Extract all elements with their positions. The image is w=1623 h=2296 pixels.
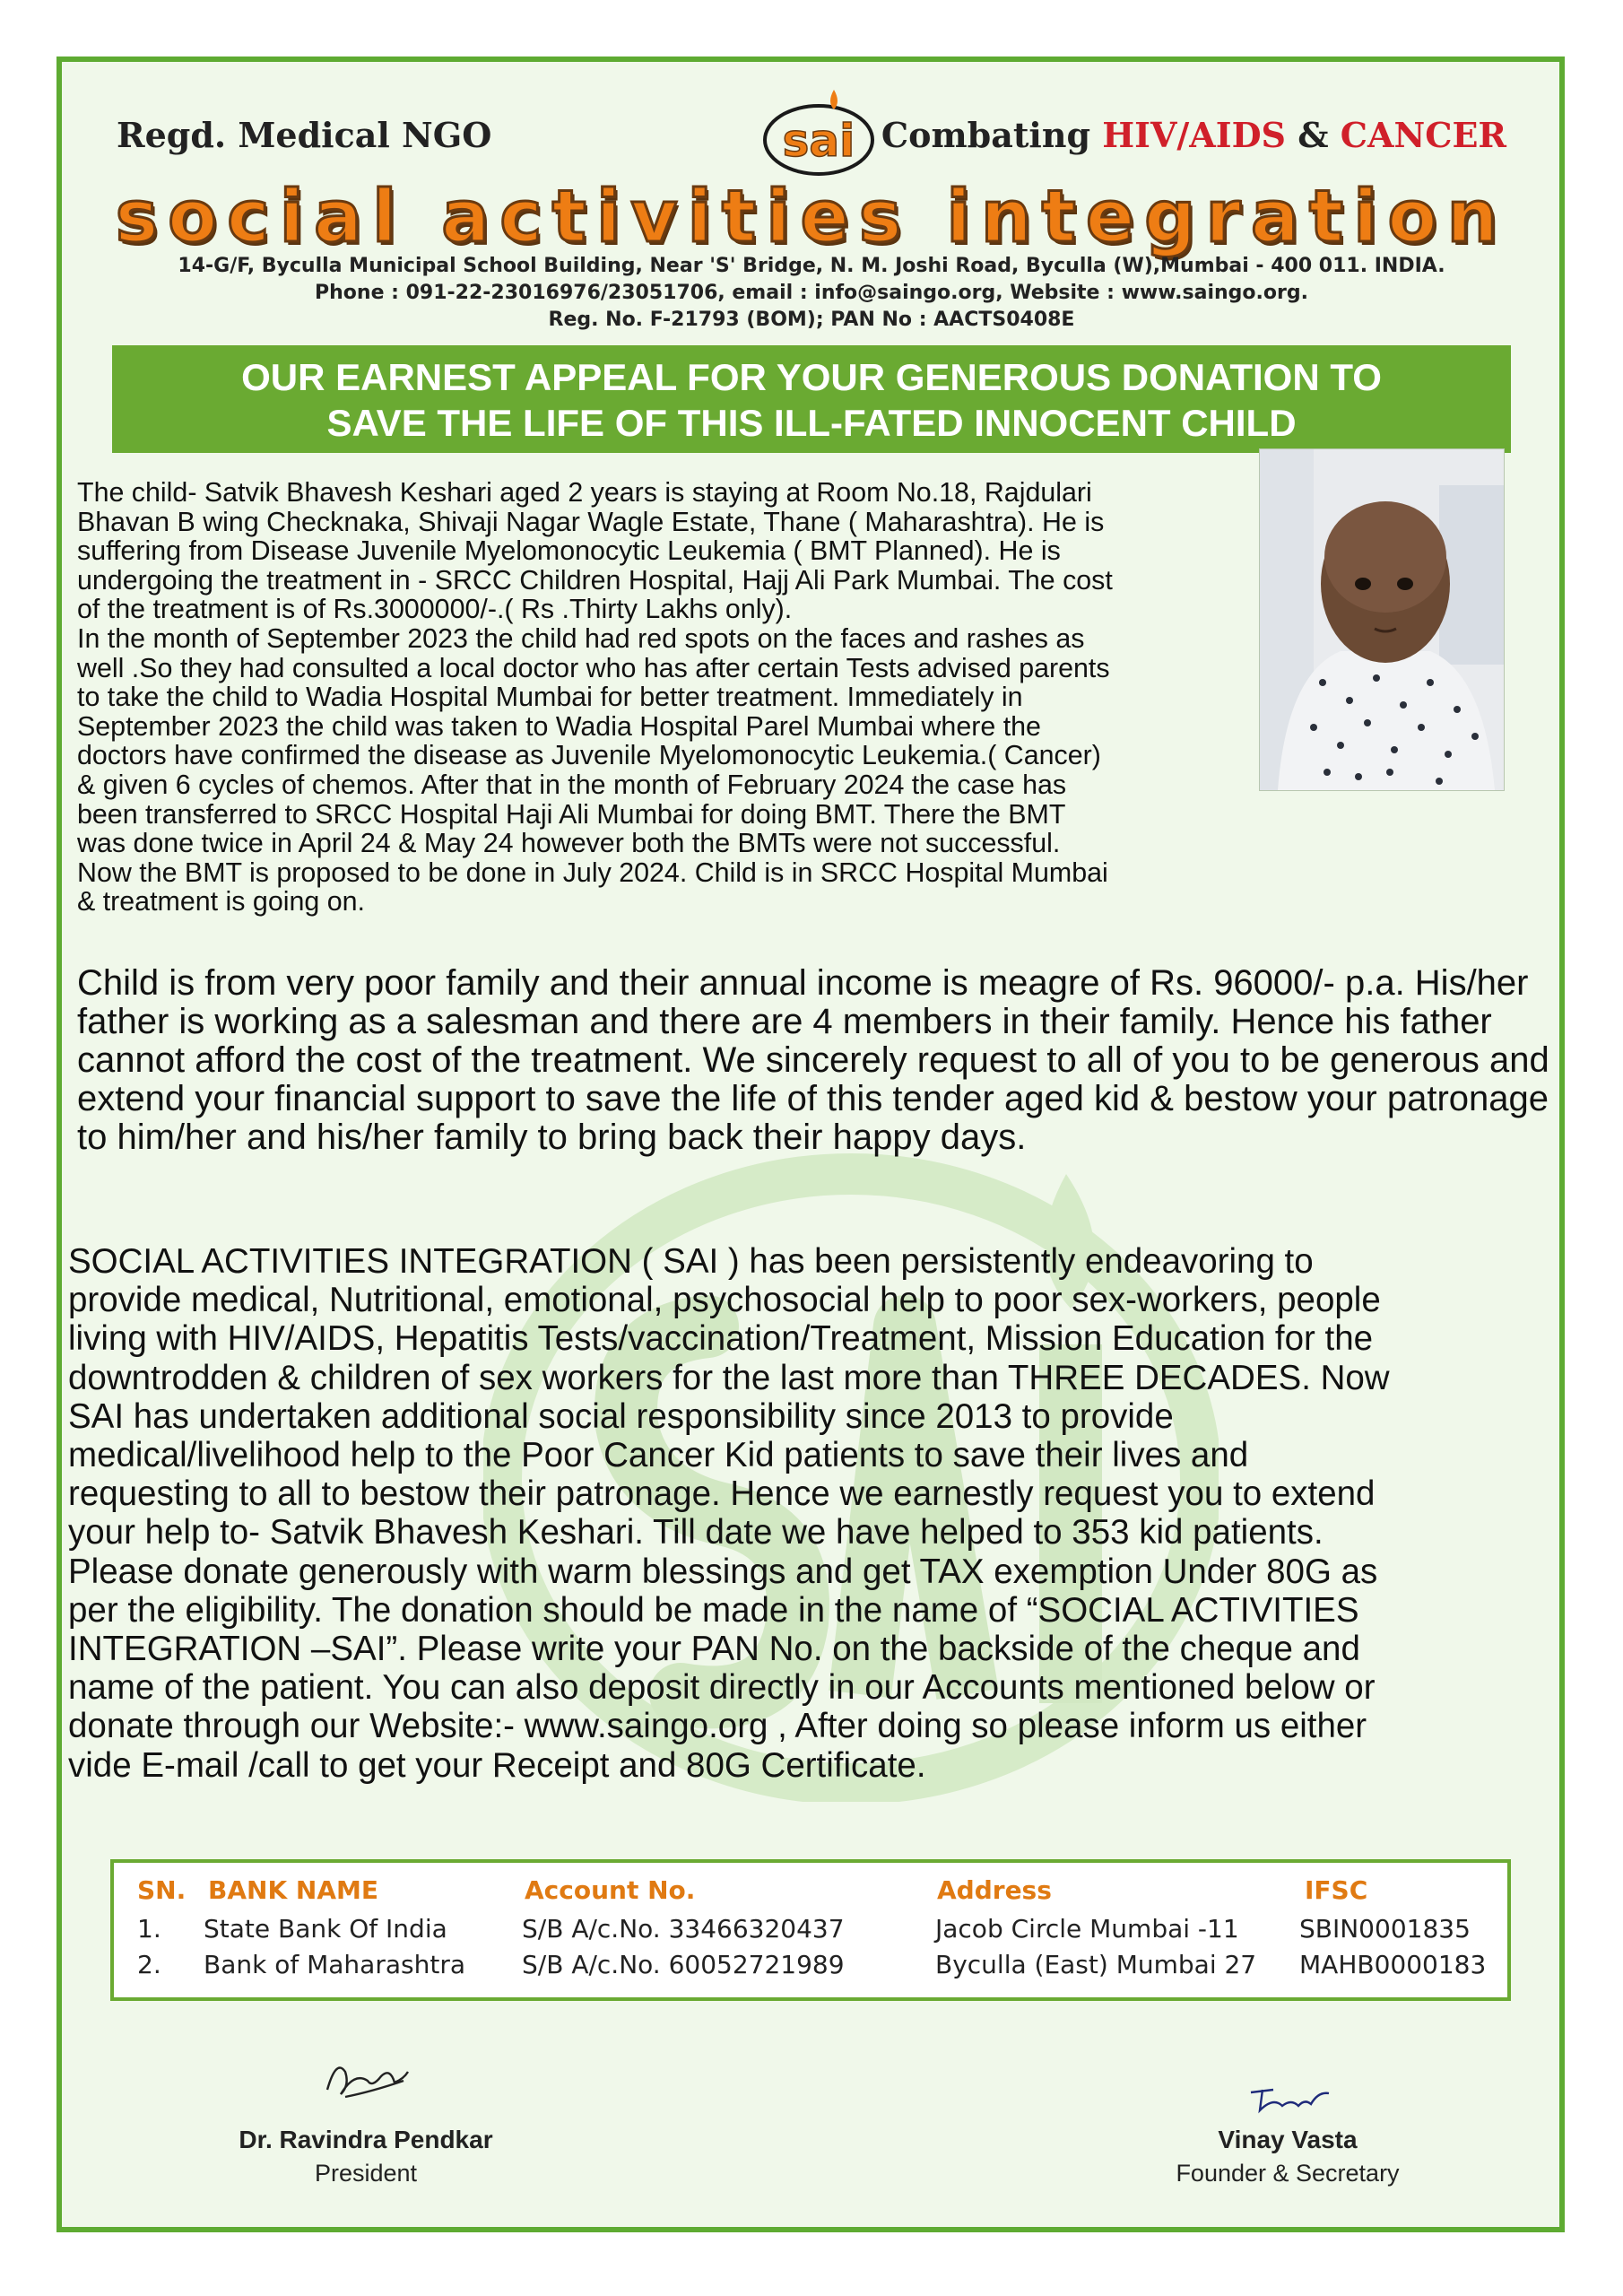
appeal-banner bbox=[112, 345, 1511, 453]
contact-line: Phone : 091-22-23016976/23051706, email : info@saingo.org, Website : www.saingo.org. bbox=[315, 282, 1308, 304]
address-line: 14-G/F, Byculla Municipal School Building, Near 'S' Bridge, N. M. Joshi Road, Byculla (W),Mumbai - 400 011. INDIA. bbox=[178, 255, 1445, 277]
column-header-address: Address bbox=[937, 1875, 1052, 1905]
bank-details-table bbox=[110, 1859, 1511, 2001]
banner-line-2: SAVE THE LIFE OF THIS ILL-FATED INNOCENT CHILD bbox=[326, 402, 1297, 444]
organization-appeal-paragraph: SOCIAL ACTIVITIES INTEGRATION ( SAI ) has been persistently endeavoring to provide medical, Nutritional, emotional, psychosocial help to poor sex-workers, people living with HIV/AIDS, Hepatitis Tests/vaccination/Treatment, Mission Education for the downtrodden & children of sex workers for the last more than THREE DECADES. Now SAI has undertaken additional social responsibility since 2013 to provide medical/livelihood help to the Poor Cancer Kid patients to save their lives and requesting to all to bestow their patronage. Hence we earnestly request you to extend your help to- Satvik Bhavesh Keshari. Till date we have helped to 353 kid patients. Please donate generously with warm blessings and get TAX exemption Under 80G as per the eligibility. The donation should be made in the name of “SOCIAL ACTIVITIES INTEGRATION –SAI”. Please write your PAN No. on the backside of the cheque and name of the patient. You can also deposit directly in our Accounts mentioned below or donate through our Website:- www.saingo.org , After doing so please inform us either vide E-mail /call to get your Receipt and 80G Certificate. bbox=[68, 1242, 1390, 1785]
banner-line-1: OUR EARNEST APPEAL FOR YOUR GENEROUS DONATION TO bbox=[241, 356, 1382, 398]
column-header-account: Account No. bbox=[525, 1875, 696, 1905]
column-header-sn: SN. bbox=[137, 1875, 187, 1905]
president-name: Dr. Ravindra Pendkar bbox=[239, 2126, 493, 2153]
ngo-registration-label: Regd. Medical NGO bbox=[117, 115, 492, 155]
secretary-signature-icon bbox=[1246, 2079, 1336, 2118]
president-signature-icon bbox=[318, 2054, 417, 2108]
table-cell: SBIN0001835 bbox=[1299, 1914, 1471, 1944]
logo-text: sai bbox=[782, 115, 855, 167]
tagline-prefix: Combating bbox=[881, 115, 1103, 155]
table-cell: MAHB0000183 bbox=[1299, 1950, 1487, 1979]
case-details-paragraph: The child- Satvik Bhavesh Keshari aged 2 years is staying at Room No.18, Rajdulari Bhavan B wing Checknaka, Shivaji Nagar Wagle Estate, Thane ( Maharashtra). He is suffering from Disease Juvenile Myelomonocytic Leukemia ( BMT Planned). He is undergoing the treatment in - SRCC Children Hospital, Hajj Ali Park Mumbai. The cost of the treatment is of Rs.3000000/-.( Rs .Thirty Lakhs only). In the month of September 2023 the child had red spots on the faces and rashes as well .So they had consulted a local doctor who has after certain Tests advised parents to take the child to Wadia Hospital Mumbai for better treatment. Immediately in September 2023 the child was taken to Wadia Hospital Parel Mumbai where the doctors have confirmed the disease as Juvenile Myelomonocytic Leukemia.( Cancer) & given 6 cycles of chemos. After that in the month of February 2024 the case has been transferred to SRCC Hospital Haji Ali Mumbai for doing BMT. There the BMT was done twice in April 24 & May 24 however both the BMTs were not successful. Now the BMT is proposed to be done in July 2024. Child is in SRCC Hospital Mumbai & treatment is going on. bbox=[77, 477, 1113, 918]
table-cell: State Bank Of India bbox=[204, 1914, 447, 1944]
column-header-bank-name: BANK NAME bbox=[208, 1875, 378, 1905]
table-cell: S/B A/c.No. 60052721989 bbox=[522, 1950, 845, 1979]
combating-tagline bbox=[881, 115, 1506, 155]
family-appeal-paragraph: Child is from very poor family and their annual income is meagre of Rs. 96000/- p.a. His/her father is working as a salesman and there are 4 members in their family. Hence his father cannot afford the cost of the treatment. We sincerely request to all of you to be generous and extend your financial support to save the life of this tender aged kid & bestow your patronage to him/her and his/her family to bring back their happy days. bbox=[77, 963, 1549, 1157]
child-photo bbox=[1259, 448, 1505, 791]
organization-name: social activities integration bbox=[115, 175, 1508, 258]
table-cell: 1. bbox=[137, 1914, 161, 1944]
sai-logo-icon bbox=[760, 86, 877, 185]
president-title: President bbox=[314, 2160, 418, 2187]
tagline-cancer: CANCER bbox=[1340, 115, 1506, 155]
tagline-hiv: HIV/AIDS bbox=[1102, 115, 1286, 155]
table-cell: Byculla (East) Mumbai 27 bbox=[935, 1950, 1257, 1979]
table-cell: S/B A/c.No. 33466320437 bbox=[522, 1914, 845, 1944]
table-cell: Jacob Circle Mumbai -11 bbox=[935, 1914, 1239, 1944]
secretary-title: Founder & Secretary bbox=[1176, 2160, 1400, 2187]
table-cell: Bank of Maharashtra bbox=[204, 1950, 465, 1979]
registration-line: Reg. No. F-21793 (BOM); PAN No : AACTS0408E bbox=[548, 309, 1075, 331]
table-cell: 2. bbox=[137, 1950, 161, 1979]
tagline-amp: & bbox=[1285, 115, 1341, 155]
column-header-ifsc: IFSC bbox=[1305, 1875, 1368, 1905]
secretary-name: Vinay Vasta bbox=[1218, 2126, 1358, 2153]
